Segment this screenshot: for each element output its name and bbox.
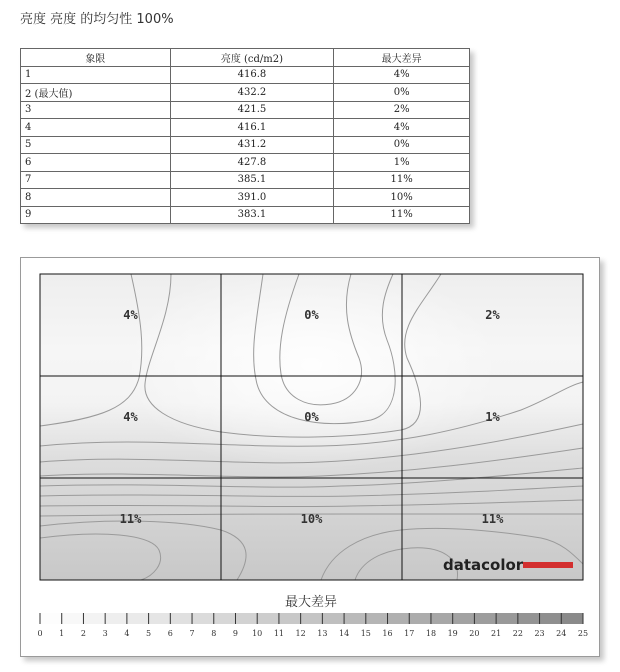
- table-row: [21, 154, 470, 172]
- cell-luminance: 421.5: [170, 101, 334, 119]
- scale-tick-label: 11: [273, 629, 285, 638]
- scale-swatch: [322, 613, 344, 624]
- cell-quadrant: 7: [21, 171, 171, 189]
- scale-swatch: [192, 613, 214, 624]
- scale-swatch: [453, 613, 475, 624]
- cell-deviation: 4%: [334, 119, 470, 137]
- scale-swatch: [518, 613, 540, 624]
- cell-luminance: 385.1: [170, 171, 334, 189]
- cell-quadrant: 9: [21, 206, 171, 224]
- table-row: [21, 136, 470, 154]
- cell-label: 10%: [300, 512, 323, 526]
- cell-deviation: 0%: [334, 136, 470, 154]
- scale-swatch: [431, 613, 453, 624]
- uniformity-chart-card: [20, 257, 600, 657]
- scale-swatch: [149, 613, 171, 624]
- scale-tick-label: 15: [360, 629, 371, 638]
- cell-label: 1%: [485, 410, 500, 424]
- cell-luminance: 383.1: [170, 206, 334, 224]
- scale-swatch: [83, 613, 105, 624]
- logo-text: datacolor: [443, 556, 524, 574]
- cell-deviation: 10%: [334, 189, 470, 207]
- scale-tick-label: 20: [469, 629, 480, 638]
- scale-tick-label: 23: [534, 629, 545, 638]
- table-header-row: [21, 49, 470, 67]
- cell-quadrant: 2 (最大值): [21, 84, 171, 102]
- scale-tick-label: 0: [37, 629, 43, 638]
- uniformity-table-card: [20, 48, 470, 224]
- cell-quadrant: 5: [21, 136, 171, 154]
- cell-luminance: 431.2: [170, 136, 334, 154]
- scale-tick-label: 17: [404, 629, 415, 638]
- cell-label: 11%: [481, 512, 504, 526]
- table-row: [21, 66, 470, 84]
- table-row: [21, 206, 470, 224]
- cell-label: 4%: [123, 410, 138, 424]
- scale-tick-label: 18: [425, 629, 437, 638]
- uniformity-table: [20, 48, 470, 224]
- logo-bar: [523, 562, 573, 568]
- scale-swatch: [62, 613, 84, 624]
- cell-label: 0%: [304, 410, 319, 424]
- cell-quadrant: 1: [21, 66, 171, 84]
- scale-tick-label: 10: [252, 629, 263, 638]
- cell-luminance: 416.1: [170, 119, 334, 137]
- scale-tick-label: 6: [167, 629, 173, 638]
- scale-swatch: [214, 613, 236, 624]
- header-max-deviation: 最大差异: [334, 49, 470, 67]
- scale-swatch: [366, 613, 388, 624]
- scale-swatch: [496, 613, 518, 624]
- cell-quadrant: 8: [21, 189, 171, 207]
- scale-tick-label: 4: [124, 629, 130, 638]
- scale-tick-label: 22: [512, 629, 523, 638]
- header-quadrant: 象限: [21, 49, 171, 67]
- heatmap-plot: [40, 274, 583, 580]
- scale-title: 最大差异: [284, 595, 338, 610]
- color-scale: [37, 613, 588, 638]
- scale-swatch: [301, 613, 323, 624]
- scale-swatch: [279, 613, 301, 624]
- page-title: 亮度 亮度 的均匀性 100%: [20, 12, 174, 27]
- scale-tick-label: 19: [447, 629, 458, 638]
- scale-tick-label: 21: [491, 629, 502, 638]
- cell-quadrant: 6: [21, 154, 171, 172]
- scale-swatch: [409, 613, 431, 624]
- scale-tick-label: 12: [295, 629, 306, 638]
- cell-label: 2%: [485, 308, 500, 322]
- scale-tick-label: 1: [59, 629, 65, 638]
- cell-deviation: 0%: [334, 84, 470, 102]
- scale-swatch: [344, 613, 366, 624]
- scale-tick-label: 14: [338, 629, 350, 638]
- scale-tick-label: 13: [317, 629, 328, 638]
- cell-label: 11%: [119, 512, 142, 526]
- cell-deviation: 11%: [334, 171, 470, 189]
- scale-tick-label: 24: [556, 629, 567, 638]
- scale-tick-label: 5: [146, 629, 152, 638]
- scale-swatch: [40, 613, 62, 624]
- scale-swatch: [127, 613, 149, 624]
- scale-swatch: [235, 613, 257, 624]
- scale-swatch: [388, 613, 410, 624]
- header-luminance: 亮度 (cd/m2): [170, 49, 334, 67]
- table-row: [21, 119, 470, 137]
- scale-swatch: [540, 613, 562, 624]
- table-row: [21, 171, 470, 189]
- cell-deviation: 11%: [334, 206, 470, 224]
- scale-tick-label: 9: [232, 629, 239, 638]
- scale-tick-label: 7: [189, 629, 195, 638]
- cell-label: 0%: [304, 308, 319, 322]
- cell-luminance: 416.8: [170, 66, 334, 84]
- scale-tick-label: 16: [382, 629, 393, 638]
- cell-luminance: 432.2: [170, 84, 334, 102]
- scale-tick-label: 2: [80, 629, 86, 638]
- cell-label: 4%: [123, 308, 138, 322]
- scale-swatch: [257, 613, 279, 624]
- uniformity-heatmap: [21, 258, 601, 658]
- cell-deviation: 4%: [334, 66, 470, 84]
- cell-luminance: 427.8: [170, 154, 334, 172]
- scale-swatch: [474, 613, 496, 624]
- scale-tick-label: 3: [102, 629, 108, 638]
- cell-deviation: 1%: [334, 154, 470, 172]
- table-row: [21, 84, 470, 102]
- scale-tick-label: 25: [577, 629, 589, 638]
- scale-swatch: [561, 613, 583, 624]
- cell-luminance: 391.0: [170, 189, 334, 207]
- table-row: [21, 101, 470, 119]
- scale-tick-label: 8: [211, 629, 217, 638]
- table-row: [21, 189, 470, 207]
- cell-deviation: 2%: [334, 101, 470, 119]
- cell-quadrant: 4: [21, 119, 171, 137]
- scale-swatch: [170, 613, 192, 624]
- scale-swatch: [105, 613, 127, 624]
- cell-quadrant: 3: [21, 101, 171, 119]
